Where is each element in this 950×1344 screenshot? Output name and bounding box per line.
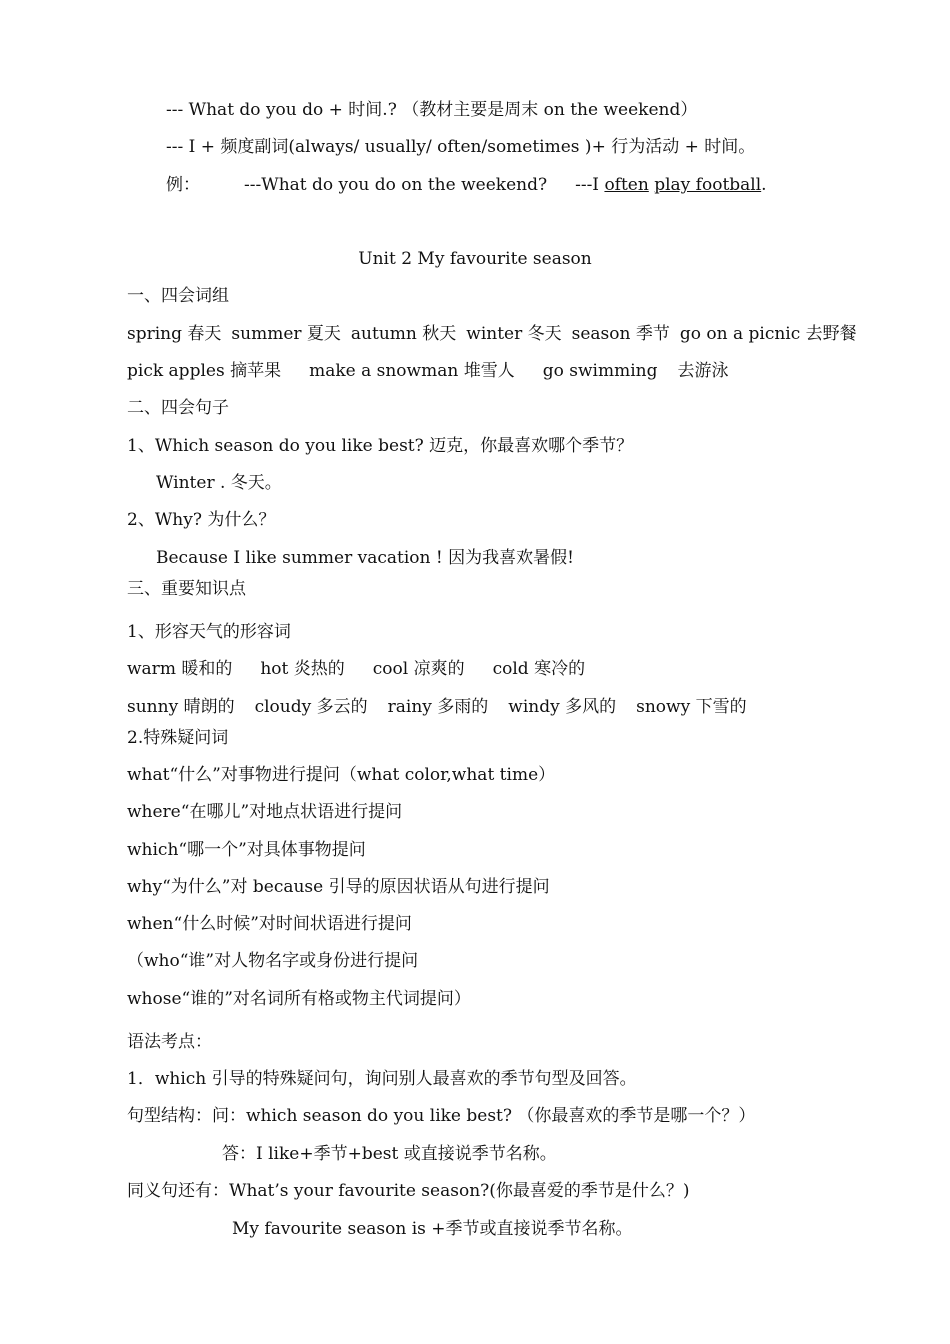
- adjective-item: snowy 下雪的: [636, 697, 747, 717]
- sentence-answer-1: Winter . 冬天。: [156, 473, 282, 493]
- example-answer-prefix: ---I: [575, 175, 605, 195]
- example-answer-end: .: [761, 175, 767, 195]
- section3-heading: 三、重要知识点: [127, 579, 246, 599]
- sentence-question-1: 1、Which season do you like best? 迈克，你最喜欢哪个季节？: [127, 436, 634, 456]
- adjective-item: cool 凉爽的: [372, 659, 465, 679]
- vocab-item: go on a picnic 去野餐: [679, 324, 857, 344]
- example-label: 例：: [166, 175, 200, 195]
- vocab-item: 去游泳: [677, 361, 729, 381]
- grammar-structure-question: 句型结构：问：which season do you like best? （你最喜欢的季节是哪一个？）: [127, 1106, 756, 1126]
- example-answer-underlined-2: play football: [654, 175, 762, 195]
- example-answer-underlined-1: often: [604, 175, 649, 195]
- vocab-item: autumn 秋天: [350, 324, 457, 344]
- vocab-item: pick apples 摘苹果: [127, 361, 282, 381]
- question-word-when: when“什么时候”对时间状语进行提问: [127, 914, 412, 934]
- adjective-item: cloudy 多云的: [254, 697, 368, 717]
- vocab-item: summer 夏天: [231, 324, 341, 344]
- example-question: ---What do you do on the weekend?: [244, 175, 548, 195]
- section2-heading: 二、四会句子: [127, 398, 229, 418]
- adjectives-subheading: 1、形容天气的形容词: [127, 622, 291, 642]
- adjective-item: warm 暖和的: [127, 659, 233, 679]
- adjective-row-2: [127, 696, 747, 718]
- vocab-item: go swimming: [542, 361, 658, 381]
- vocab-item: make a snowman 堆雪人: [309, 361, 515, 381]
- question-word-where: where“在哪儿”对地点状语进行提问: [127, 802, 403, 822]
- pattern-question-line: --- What do you do + 时间.? （教材主要是周末 on the weekend）: [166, 100, 698, 120]
- adjective-row-1: [127, 658, 585, 680]
- section1-heading: 一、四会词组: [127, 286, 229, 306]
- grammar-synonym-answer: My favourite season is +季节或直接说季节名称。: [232, 1219, 633, 1239]
- adjective-item: sunny 晴朗的: [127, 697, 235, 717]
- grammar-synonym-question: 同义句还有：What’s your favourite season?(你最喜爱的季节是什么？): [127, 1181, 690, 1201]
- adjective-item: windy 多风的: [508, 697, 617, 717]
- grammar-point-1: 1．which 引导的特殊疑问句，询问别人最喜欢的季节句型及回答。: [127, 1069, 637, 1089]
- sentence-question-2: 2、Why? 为什么？: [127, 510, 276, 530]
- question-word-who: （who“谁”对人物名字或身份进行提问: [127, 951, 419, 971]
- example-line: [166, 174, 767, 196]
- vocab-item: spring 春天: [127, 324, 222, 344]
- question-words-subheading: 2.特殊疑问词: [127, 728, 229, 748]
- vocab-row-1: [127, 323, 857, 345]
- adjective-item: cold 寒冷的: [492, 659, 586, 679]
- question-word-which: which“哪一个”对具体事物提问: [127, 840, 366, 860]
- question-word-whose: whose“谁的”对名词所有格或物主代词提问）: [127, 989, 471, 1009]
- question-word-why: why“为什么”对 because 引导的原因状语从句进行提问: [127, 877, 550, 897]
- vocab-row-2: [127, 360, 728, 382]
- vocab-item: winter 冬天: [466, 324, 562, 344]
- grammar-heading: 语法考点：: [127, 1032, 212, 1052]
- sentence-answer-2: Because I like summer vacation ! 因为我喜欢暑假!: [156, 548, 574, 568]
- adjective-item: rainy 多雨的: [387, 697, 489, 717]
- unit-title: Unit 2 My favourite season: [358, 249, 592, 269]
- grammar-structure-answer: 答：I like+季节+best 或直接说季节名称。: [222, 1144, 557, 1164]
- adjective-item: hot 炎热的: [260, 659, 345, 679]
- question-word-what: what“什么”对事物进行提问（what color,what time）: [127, 765, 556, 785]
- pattern-answer-line: --- I + 频度副词(always/ usually/ often/sometimes )+ 行为活动 + 时间。: [166, 137, 756, 157]
- vocab-item: season 季节: [571, 324, 670, 344]
